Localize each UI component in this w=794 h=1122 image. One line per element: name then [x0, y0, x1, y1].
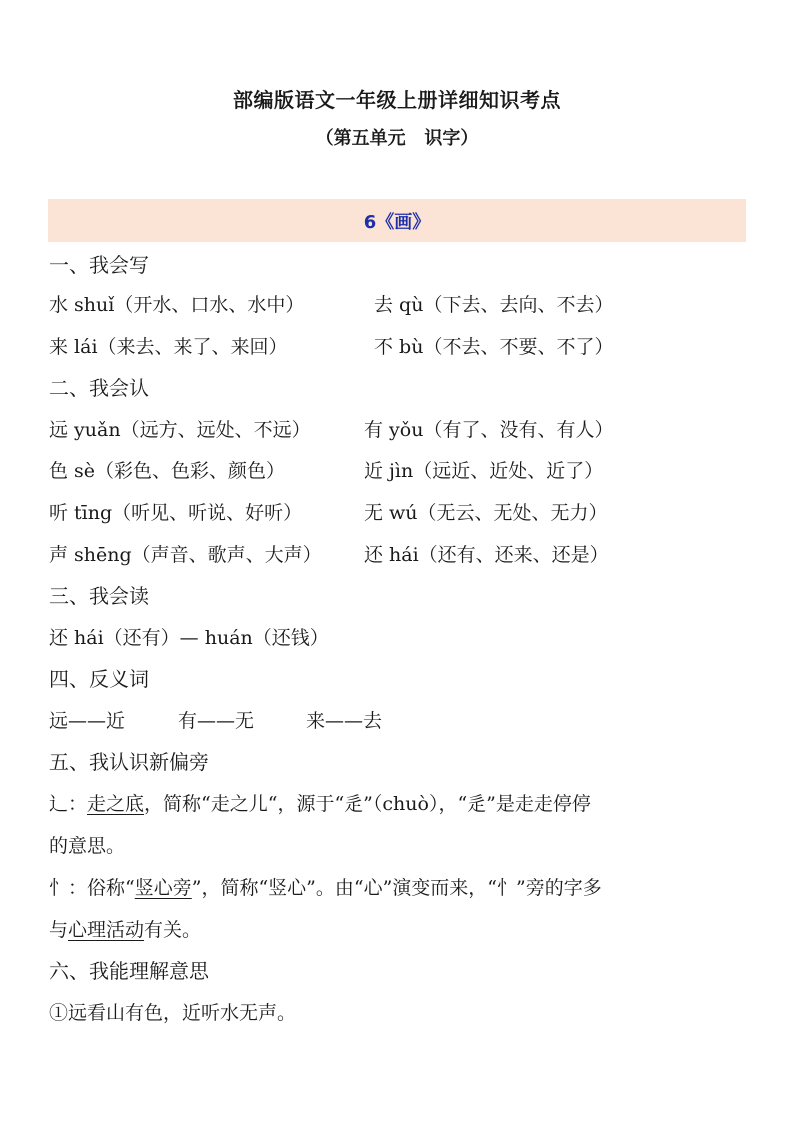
- section-heading-antonyms: 四、反义词: [49, 667, 149, 691]
- vocab-item: 听 tīng（听见、听说、好听）: [49, 502, 303, 524]
- vocab-item: 远 yuǎn（远方、远处、不远）: [49, 419, 311, 441]
- section-heading-read: 三、我会读: [49, 584, 149, 608]
- vocab-item: 水 shuǐ（开水、口水、水中）: [49, 294, 305, 316]
- antonym-pair: 有——无: [178, 710, 255, 732]
- text-fragment: 有关。: [144, 919, 202, 941]
- radical-label: 辶：: [49, 793, 88, 815]
- antonym-pair: 来——去: [306, 710, 383, 732]
- lesson-banner: [48, 199, 746, 242]
- vocab-item: 还 hái（还有、还来、还是）: [364, 544, 609, 566]
- vocab-item: 有 yǒu（有了、没有、有人）: [364, 419, 614, 441]
- lesson-title: 6《画》: [363, 211, 431, 233]
- radical-desc: ，简称“走之儿“，源于“辵”（chuò），“辵”是走走停停: [144, 793, 591, 815]
- radical-paragraph-zou-cont: 的意思。: [49, 835, 126, 857]
- vocab-item: 无 wú（无云、无处、无力）: [364, 502, 608, 524]
- vocab-item: 来 lái（来去、来了、来回）: [49, 336, 288, 358]
- document-subtitle: （第五单元 识字）: [315, 128, 479, 149]
- vocab-item: 去 qù（下去、去向、不去）: [374, 294, 614, 316]
- antonym-pair: 远——近: [49, 710, 126, 732]
- vocab-item: 近 jìn（远近、近处、近了）: [364, 460, 604, 482]
- polyphone-line: 还 hái（还有）— huán（还钱）: [49, 627, 329, 649]
- radical-term: 走之底: [87, 793, 145, 815]
- section-heading-radicals: 五、我认识新偏旁: [49, 750, 209, 774]
- radical-label: 忄：俗称“: [49, 877, 135, 899]
- vocab-item: 色 sè（彩色、色彩、颜色）: [49, 460, 286, 482]
- section-heading-write: 一、我会写: [49, 253, 149, 277]
- vocab-item: 声 shēng（声音、歌声、大声）: [49, 544, 322, 566]
- radical-term: 竖心旁: [134, 877, 192, 899]
- radical-paragraph-xin-cont: [49, 917, 201, 943]
- section-heading-meaning: 六、我能理解意思: [49, 959, 209, 983]
- section-heading-recognize: 二、我会认: [49, 376, 149, 400]
- document-title: 部编版语文一年级上册详细知识考点: [233, 88, 561, 112]
- radical-paragraph-zou: [49, 791, 591, 817]
- radical-paragraph-xin: [49, 875, 602, 901]
- radical-term: 心理活动: [68, 919, 145, 941]
- text-fragment: 与: [49, 919, 69, 941]
- vocab-item: 不 bù（不去、不要、不了）: [374, 336, 614, 358]
- radical-desc: ”，简称“竖心”。由“心”演变而来，“忄”旁的字多: [191, 877, 602, 899]
- poem-line: ①远看山有色，近听水无声。: [49, 1002, 297, 1024]
